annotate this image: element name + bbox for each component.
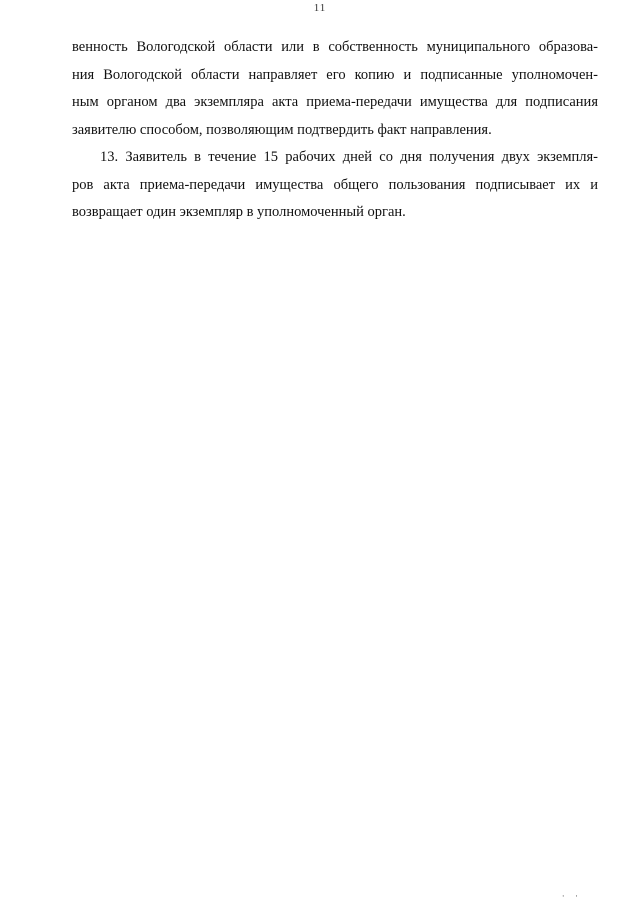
page-number: 11 <box>313 2 327 14</box>
paragraph-item-13 <box>72 144 598 227</box>
text-line: ров акта приема-передачи имущества общего пользования подписывает их и <box>72 176 598 193</box>
text-line: ным органом два экземпляра акта приема-передачи имущества для подписания <box>72 94 598 110</box>
paragraph-continuation <box>72 34 598 144</box>
text-line: заявителю способом, позволяющим подтвердить факт направления. <box>72 121 492 138</box>
document-body <box>72 34 598 227</box>
text-line: венность Вологодской области или в собственность муниципального образова- <box>72 39 598 55</box>
text-line: 13. Заявитель в течение 15 рабочих дней со дня получения двух экземпля- <box>100 149 598 165</box>
footer-mark: · · <box>561 891 582 901</box>
text-line: ния Вологодской области направляет его копию и подписанные уполномочен- <box>72 66 598 83</box>
text-line: возвращает один экземпляр в уполномоченный орган. <box>72 204 406 220</box>
